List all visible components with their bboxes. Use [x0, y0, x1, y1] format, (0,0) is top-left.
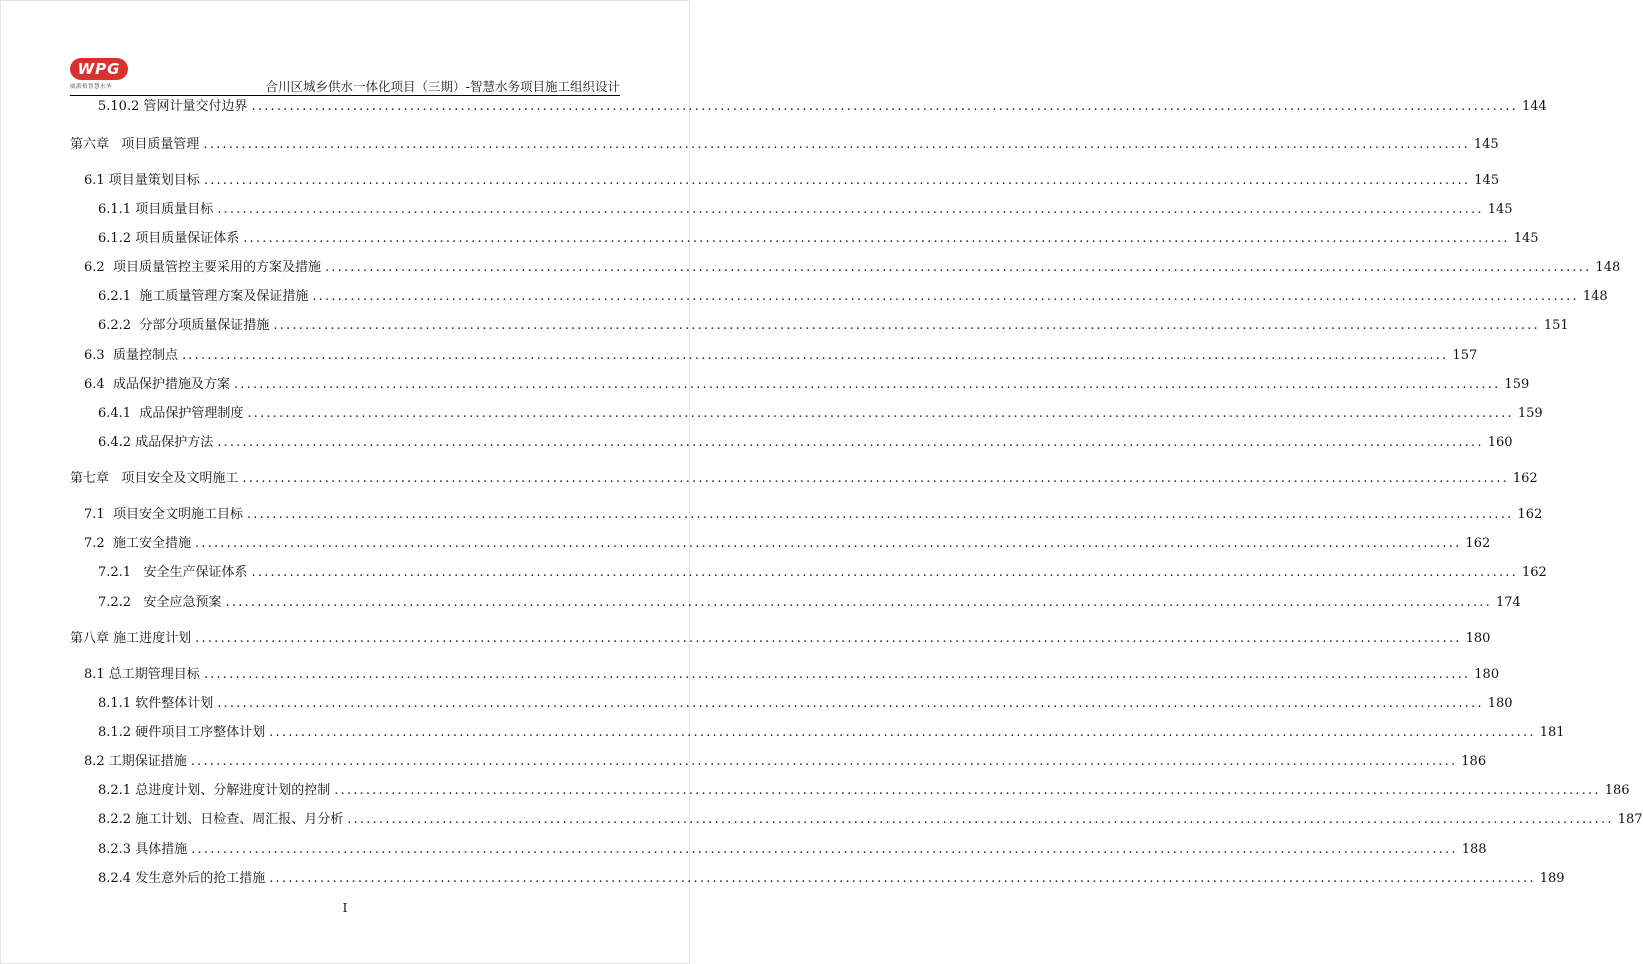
toc-dot-leader: ........................................................................................................................................................................................................	[269, 871, 1536, 886]
toc-entry[interactable]	[70, 470, 1538, 488]
toc-entry[interactable]	[98, 594, 1521, 612]
toc-entry-page: 180	[1487, 696, 1513, 711]
toc-entry[interactable]	[98, 782, 1630, 800]
page-header	[70, 58, 620, 96]
toc-dot-leader: ........................................................................................................................................................................................................	[273, 318, 1540, 333]
toc-entry[interactable]	[98, 811, 1643, 829]
toc-dot-leader: ........................................................................................................................................................................................................	[194, 536, 1462, 551]
toc-entry-page: 187	[1617, 812, 1643, 827]
toc-entry-page: 180	[1465, 631, 1491, 646]
toc-entry-title: 6.4.2 成品保护方法	[98, 435, 214, 450]
toc-entry[interactable]	[98, 405, 1543, 423]
toc-entry-page: 180	[1474, 667, 1500, 682]
toc-entry-page: 186	[1604, 783, 1630, 798]
toc-dot-leader: ........................................................................................................................................................................................................	[181, 348, 1449, 363]
toc-entry-title: 8.2.1 总进度计划、分解进度计划的控制	[98, 783, 331, 798]
toc-dot-leader: ........................................................................................................................................................................................................	[217, 696, 1484, 711]
toc-entry-title: 第八章 施工进度计划	[70, 631, 192, 646]
toc-entry[interactable]	[84, 535, 1491, 553]
toc-entry-page: 181	[1539, 725, 1565, 740]
toc-dot-leader: ........................................................................................................................................................................................................	[217, 435, 1484, 450]
toc-dot-leader: ........................................................................................................................................................................................................	[203, 137, 1470, 152]
toc-entry[interactable]	[98, 317, 1569, 335]
toc-entry-title: 6.3 质量控制点	[84, 348, 178, 363]
toc-entry-title: 8.1.1 软件整体计划	[98, 696, 214, 711]
toc-entry-page: 144	[1521, 99, 1547, 114]
toc-entry-title: 7.2.2 安全应急预案	[98, 595, 222, 610]
toc-entry-page: 159	[1504, 377, 1530, 392]
toc-entry[interactable]	[98, 695, 1513, 713]
toc-entry[interactable]	[84, 506, 1543, 524]
toc-entry-page: 162	[1521, 565, 1547, 580]
toc-entry-title: 7.1 项目安全文明施工目标	[84, 507, 243, 522]
toc-entry-title: 6.1.1 项目质量目标	[98, 202, 214, 217]
toc-entry-page: 174	[1495, 595, 1521, 610]
toc-entry-title: 7.2 施工安全措施	[84, 536, 191, 551]
toc-entry-title: 第六章 项目质量管理	[70, 137, 200, 152]
toc-entry-page: 145	[1473, 137, 1499, 152]
toc-entry[interactable]	[98, 201, 1513, 219]
toc-dot-leader: ........................................................................................................................................................................................................	[233, 377, 1501, 392]
toc-entry-page: 157	[1452, 348, 1478, 363]
toc-dot-leader: ........................................................................................................................................................................................................	[191, 842, 1458, 857]
toc-entry-page: 148	[1595, 260, 1621, 275]
toc-entry-title: 6.2.1 施工质量管理方案及保证措施	[98, 289, 309, 304]
toc-entry-page: 145	[1487, 202, 1513, 217]
toc-entry-page: 160	[1487, 435, 1513, 450]
toc-entry-title: 6.4.1 成品保护管理制度	[98, 406, 244, 421]
toc-entry-title: 6.4 成品保护措施及方案	[84, 377, 230, 392]
page-number: I	[342, 901, 348, 915]
document-title: 合川区城乡供水一体化项目（三期）-智慧水务项目施工组织设计	[265, 79, 620, 94]
toc-entry[interactable]	[84, 753, 1487, 771]
toc-entry-title: 6.2.2 分部分项质量保证措施	[98, 318, 270, 333]
toc-dot-leader: ........................................................................................................................................................................................................	[242, 471, 1509, 486]
toc-entry[interactable]	[98, 434, 1513, 452]
toc-dot-leader: ........................................................................................................................................................................................................	[217, 202, 1484, 217]
toc-dot-leader: ........................................................................................................................................................................................................	[203, 667, 1471, 682]
toc-entry-page: 186	[1461, 754, 1487, 769]
toc-entry[interactable]	[84, 172, 1500, 190]
toc-entry[interactable]	[98, 564, 1547, 582]
toc-entry-title: 8.2.4 发生意外后的抢工措施	[98, 871, 266, 886]
toc-entry-title: 8.2.2 施工计划、日检查、周汇报、月分析	[98, 812, 344, 827]
toc-dot-leader: ........................................................................................................................................................................................................	[243, 231, 1510, 246]
toc-entry-page: 162	[1517, 507, 1543, 522]
toc-entry[interactable]	[70, 136, 1499, 154]
toc-entry-page: 188	[1461, 842, 1487, 857]
toc-entry-title: 7.2.1 安全生产保证体系	[98, 565, 248, 580]
toc-entry-title: 6.1.2 项目质量保证体系	[98, 231, 240, 246]
toc-dot-leader: ........................................................................................................................................................................................................	[195, 631, 1462, 646]
toc-entry-title: 8.2.3 具体措施	[98, 842, 188, 857]
toc-entry-title: 8.1 总工期管理目标	[84, 667, 200, 682]
toc-entry-page: 162	[1465, 536, 1491, 551]
toc-entry-page: 148	[1582, 289, 1608, 304]
toc-entry[interactable]	[98, 288, 1608, 306]
toc-dot-leader: ........................................................................................................................................................................................................	[190, 754, 1458, 769]
toc-entry-title: 8.2 工期保证措施	[84, 754, 187, 769]
logo-subtext: 威派格智慧水务	[70, 84, 113, 90]
toc-entry-title: 5.10.2 管网计量交付边界	[98, 99, 248, 114]
toc-dot-leader: ........................................................................................................................................................................................................	[225, 595, 1492, 610]
toc-entry[interactable]	[98, 230, 1539, 248]
toc-entry[interactable]	[98, 724, 1565, 742]
company-logo	[70, 58, 130, 96]
toc-entry-page: 145	[1513, 231, 1539, 246]
toc-dot-leader: ........................................................................................................................................................................................................	[324, 260, 1592, 275]
toc-dot-leader: ........................................................................................................................................................................................................	[203, 173, 1471, 188]
header-rule	[70, 95, 620, 96]
toc-entry-page: 162	[1512, 471, 1538, 486]
logo-mark: WPG	[70, 58, 128, 80]
toc-entry-title: 6.2 项目质量管控主要采用的方案及措施	[84, 260, 321, 275]
toc-dot-leader: ........................................................................................................................................................................................................	[246, 507, 1514, 522]
toc-entry[interactable]	[98, 841, 1487, 859]
toc-entry-page: 189	[1539, 871, 1565, 886]
toc-dot-leader: ........................................................................................................................................................................................................	[312, 289, 1579, 304]
toc-dot-leader: ........................................................................................................................................................................................................	[334, 783, 1601, 798]
toc-entry[interactable]	[84, 376, 1530, 394]
toc-entry-page: 151	[1543, 318, 1569, 333]
toc-entry-title: 6.1 项目量策划目标	[84, 173, 200, 188]
toc-entry[interactable]	[70, 630, 1491, 648]
toc-entry-page: 159	[1517, 406, 1543, 421]
toc-dot-leader: ........................................................................................................................................................................................................	[247, 406, 1514, 421]
toc-entry[interactable]	[98, 98, 1547, 116]
toc-entry-page: 145	[1474, 173, 1500, 188]
toc-entry[interactable]	[98, 870, 1565, 888]
toc-dot-leader: ........................................................................................................................................................................................................	[251, 565, 1518, 580]
toc-entry[interactable]	[84, 666, 1500, 684]
toc-dot-leader: ........................................................................................................................................................................................................	[251, 99, 1518, 114]
toc-entry-title: 第七章 项目安全及文明施工	[70, 471, 239, 486]
toc-entry[interactable]	[84, 259, 1621, 277]
toc-entry-title: 8.1.2 硬件项目工序整体计划	[98, 725, 266, 740]
toc-entry[interactable]	[84, 347, 1478, 365]
toc-dot-leader: ........................................................................................................................................................................................................	[269, 725, 1536, 740]
toc-dot-leader: ........................................................................................................................................................................................................	[347, 812, 1614, 827]
